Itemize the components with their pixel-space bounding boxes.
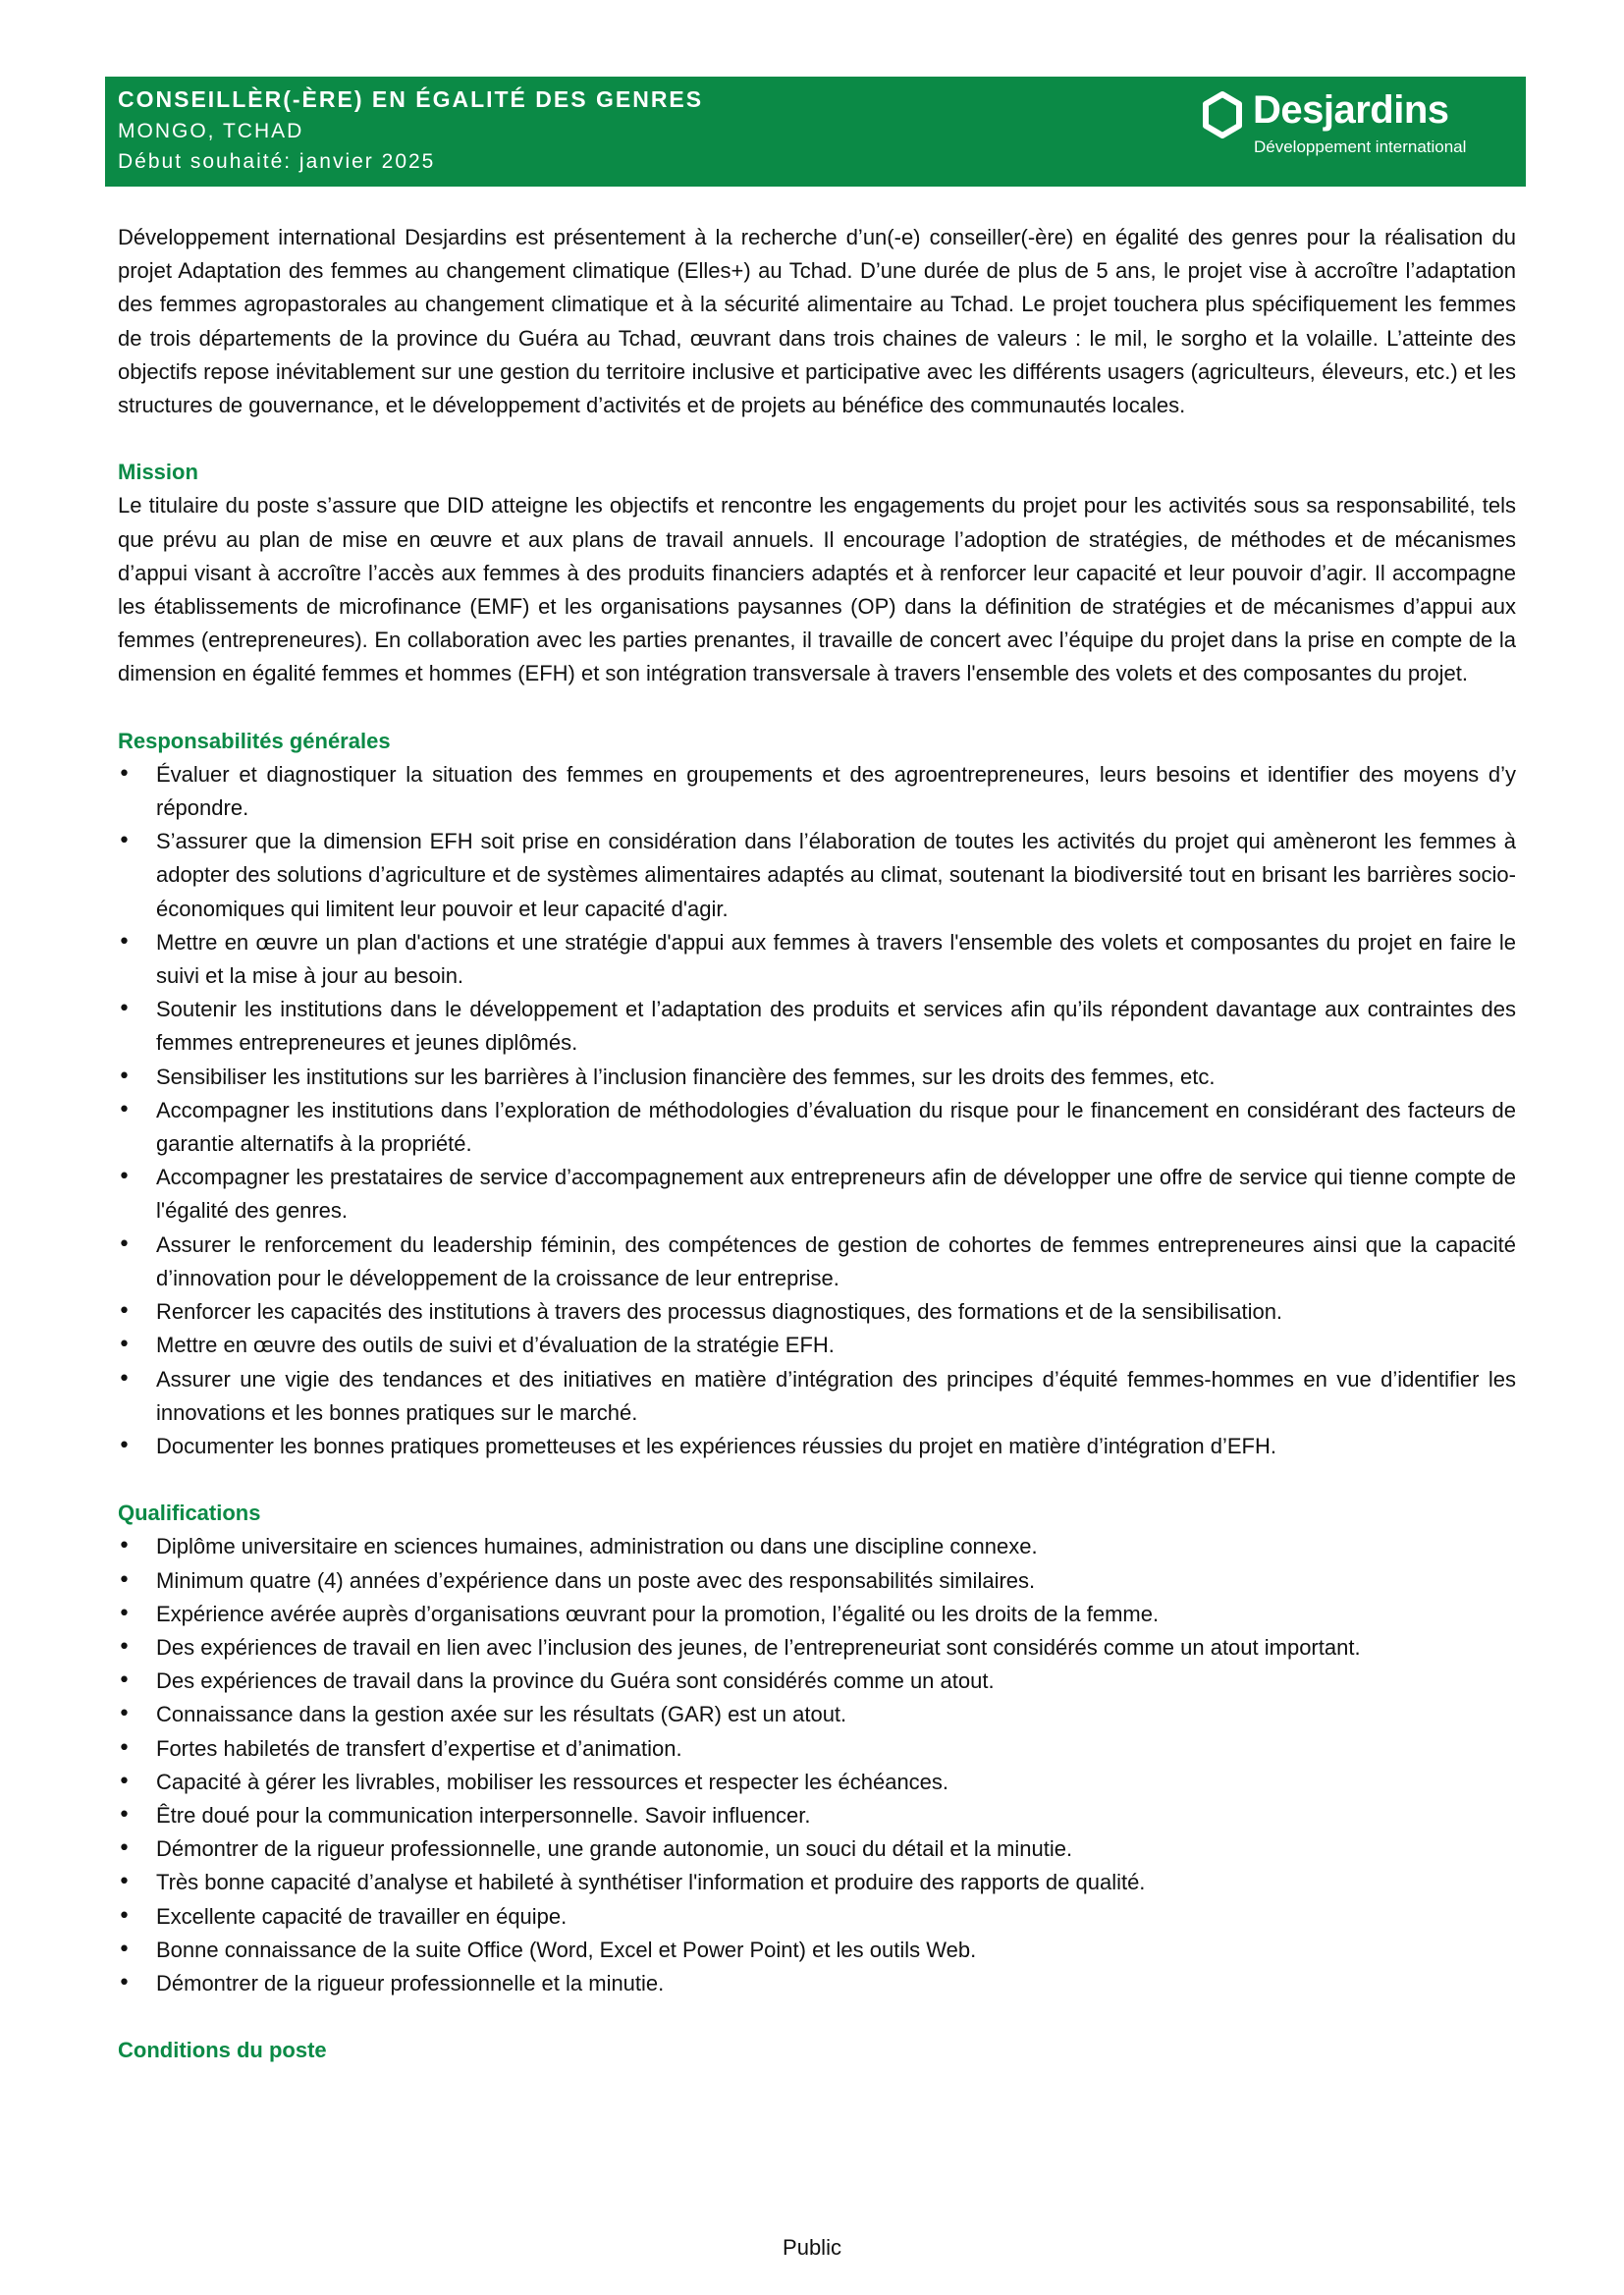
list-item: • Accompagner les institutions dans l’exploration de méthodologies d’évaluation du risque pour le financement en considérant des facteurs de garantie alternatifs à la propriété. — [118, 1094, 1516, 1161]
footer-classification: Public — [783, 2235, 841, 2260]
list-item: • Très bonne capacité d’analyse et habileté à synthétiser l'information et produire des rapports de qualité. — [118, 1866, 1516, 1899]
mission-heading: Mission — [118, 460, 198, 485]
list-item: • Être doué pour la communication interpersonnelle. Savoir influencer. — [118, 1799, 1516, 1832]
qualifications-list — [118, 1530, 1516, 2000]
list-item: • Excellente capacité de travailler en équipe. — [118, 1900, 1516, 1934]
list-item: • Capacité à gérer les livrables, mobiliser les ressources et respecter les échéances. — [118, 1766, 1516, 1799]
list-item: • Démontrer de la rigueur professionnelle et la minutie. — [118, 1967, 1516, 2000]
document-body — [118, 221, 1516, 2067]
logo-subtitle: Développement international — [1254, 137, 1467, 156]
list-item: • Sensibiliser les institutions sur les barrières à l’inclusion financière des femmes, sur les droits des femmes, etc. — [118, 1061, 1516, 1094]
start-date: Début souhaité: janvier 2025 — [118, 150, 436, 173]
list-item: • Connaissance dans la gestion axée sur les résultats (GAR) est un atout. — [118, 1698, 1516, 1731]
list-item: • Documenter les bonnes pratiques prometteuses et les expériences réussies du projet en matière d’intégration d’EFH. — [118, 1430, 1516, 1463]
job-location: MONGO, TCHAD — [118, 120, 304, 142]
hexagon-logo-icon — [1201, 90, 1244, 139]
job-title: CONSEILLÈR(-ÈRE) EN ÉGALITÉ DES GENRES — [118, 86, 704, 112]
list-item: • Bonne connaissance de la suite Office (Word, Excel et Power Point) et les outils Web. — [118, 1934, 1516, 1967]
list-item: • Des expériences de travail en lien avec l’inclusion des jeunes, de l’entrepreneuriat sont considérés comme un atout important. — [118, 1631, 1516, 1665]
list-item: • Des expériences de travail dans la province du Guéra sont considérés comme un atout. — [118, 1665, 1516, 1698]
qualifications-heading: Qualifications — [118, 1501, 261, 1526]
responsibilities-list — [118, 758, 1516, 1463]
header-banner — [105, 77, 1526, 187]
logo-brand: Desjardins — [1253, 88, 1449, 132]
list-item: • Fortes habiletés de transfert d’expertise et d’animation. — [118, 1732, 1516, 1766]
list-item: • Diplôme universitaire en sciences humaines, administration ou dans une discipline connexe. — [118, 1530, 1516, 1563]
list-item: • Assurer une vigie des tendances et des initiatives en matière d’intégration des principes d’équité femmes-hommes en vue d’identifier les innovations et les bonnes pratiques sur le marché. — [118, 1363, 1516, 1430]
list-item: • Accompagner les prestataires de service d’accompagnement aux entrepreneurs afin de développer une offre de service qui tienne compte de l'égalité des genres. — [118, 1161, 1516, 1228]
responsibilities-heading: Responsabilités générales — [118, 728, 391, 753]
list-item: • Mettre en œuvre un plan d'actions et une stratégie d'appui aux femmes à travers l'ensemble des volets et composantes du projet en faire le suivi et la mise à jour au besoin. — [118, 926, 1516, 993]
mission-paragraph: Le titulaire du poste s’assure que DID atteigne les objectifs et rencontre les engagements du projet pour les activités sous sa responsabilité, tels que prévu au plan de mise en œuvre et aux plans de travail annuels. Il encourage l’adoption de stratégies, de méthodes et de mécanismes d’appui visant à accroître l’accès aux femmes à des produits financiers adaptés et à renforcer leur capacité et leur pouvoir d’agir. Il accompagne les établissements de microfinance (EMF) et les organisations paysannes (OP) dans la définition de stratégies et de mécanismes d’appui aux femmes (entrepreneures). En collaboration avec les parties prenantes, il travaille de concert avec l’équipe du projet dans la prise en compte de la dimension en égalité femmes et hommes (EFH) et son intégration transversale à travers l'ensemble des volets et des composantes du projet. — [118, 493, 1516, 686]
list-item: • Soutenir les institutions dans le développement et l’adaptation des produits et services afin qu’ils répondent davantage aux contraintes des femmes entrepreneures et jeunes diplômés. — [118, 993, 1516, 1060]
intro-paragraph: Développement international Desjardins est présentement à la recherche d’un(-e) conseiller(-ère) en égalité des genres pour la réalisation du projet Adaptation des femmes au changement climatique (Elles+) au Tchad. D’une durée de plus de 5 ans, le projet vise à accroître l’adaptation des femmes agropastorales au changement climatique et à la sécurité alimentaire au Tchad. Le projet touchera plus spécifiquement les femmes de trois départements de la province du Guéra au Tchad, œuvrant dans trois chaines de valeurs : le mil, le sorgho et la volaille. L’atteinte des objectifs repose inévitablement sur une gestion du territoire inclusive et participative avec les différents usagers (agriculteurs, éleveurs, etc.) et les structures de gouvernance, et le développement d’activités et de projets au bénéfice des communautés locales. — [118, 225, 1516, 418]
list-item: • S’assurer que la dimension EFH soit prise en considération dans l’élaboration de toutes les activités du projet qui amèneront les femmes à adopter des solutions d’agriculture et de systèmes alimentaires adaptés au climat, soutenant la biodiversité tout en brisant les barrières socio-économiques qui limitent leur pouvoir et leur capacité d'agir. — [118, 825, 1516, 926]
list-item: • Mettre en œuvre des outils de suivi et d’évaluation de la stratégie EFH. — [118, 1329, 1516, 1362]
list-item: • Expérience avérée auprès d’organisations œuvrant pour la promotion, l’égalité ou les droits de la femme. — [118, 1598, 1516, 1631]
desjardins-logo — [1201, 88, 1515, 159]
list-item: • Évaluer et diagnostiquer la situation des femmes en groupements et des agroentrepreneures, leurs besoins et identifier des moyens d’y répondre. — [118, 758, 1516, 825]
list-item: • Démontrer de la rigueur professionnelle, une grande autonomie, un souci du détail et la minutie. — [118, 1832, 1516, 1866]
list-item: • Assurer le renforcement du leadership féminin, des compétences de gestion de cohortes de femmes entrepreneures ainsi que la capacité d’innovation pour le développement de la croissance de leur entreprise. — [118, 1229, 1516, 1295]
list-item: • Minimum quatre (4) années d’expérience dans un poste avec des responsabilités similaires. — [118, 1564, 1516, 1598]
conditions-heading: Conditions du poste — [118, 2038, 327, 2063]
list-item: • Renforcer les capacités des institutions à travers des processus diagnostiques, des formations et de la sensibilisation. — [118, 1295, 1516, 1329]
